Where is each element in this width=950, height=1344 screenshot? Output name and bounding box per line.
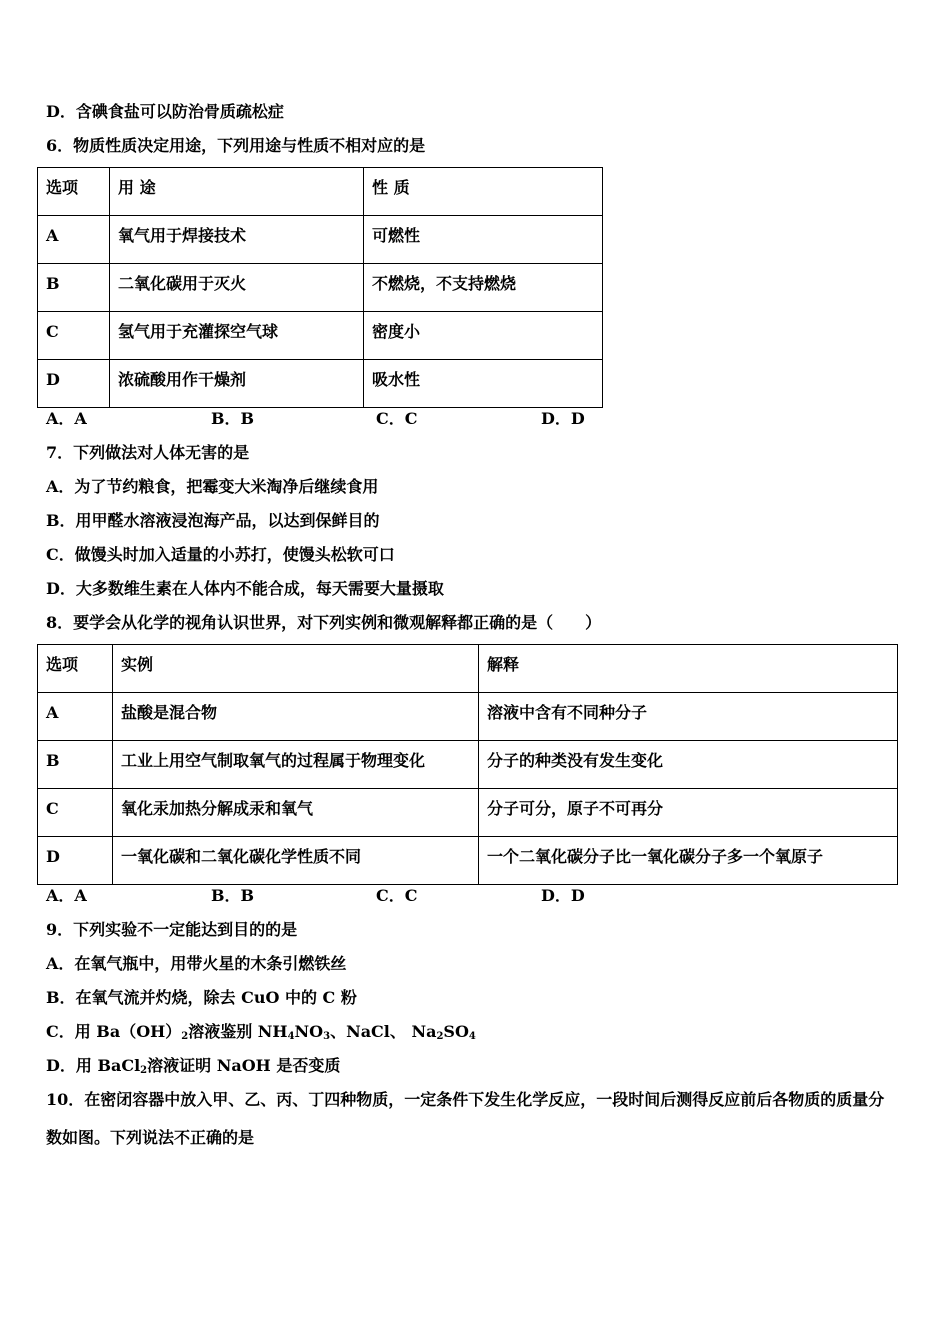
- table-cell: A: [38, 216, 110, 264]
- q8-options: [46, 886, 706, 906]
- q7-stem: 7．下列做法对人体无害的是: [46, 443, 250, 462]
- table-cell: 氧气用于焊接技术: [110, 216, 364, 264]
- q8-stem: 8．要学会从化学的视角认识世界，对下列实例和微观解释都正确的是（ ）: [46, 613, 602, 632]
- table-cell: 二氧化碳用于灭火: [110, 264, 364, 312]
- q7-option-b: B．用甲醛水溶液浸泡海产品，以达到保鲜目的: [46, 511, 380, 530]
- table-cell: 浓硫酸用作干燥剂: [110, 360, 364, 408]
- table-row: [38, 837, 898, 885]
- option-d: D．D: [541, 886, 585, 905]
- table-cell: C: [38, 789, 113, 837]
- option-c: C．C: [376, 886, 418, 905]
- table-header-row: [38, 168, 603, 216]
- table-row: [38, 741, 898, 789]
- table-header-cell: 解释: [479, 645, 898, 693]
- table-cell: 密度小: [364, 312, 603, 360]
- text-run: 、NaCl、 Na: [330, 1022, 437, 1041]
- q9-option-c: [46, 1022, 476, 1047]
- table-cell: 盐酸是混合物: [113, 693, 479, 741]
- table-cell: 溶液中含有不同种分子: [479, 693, 898, 741]
- q7-option-d: D．大多数维生素在人体内不能合成，每天需要大量摄取: [46, 579, 444, 598]
- q8-table: [37, 644, 898, 885]
- table-cell: A: [38, 693, 113, 741]
- q10-stem-line-2: 数如图。下列说法不正确的是: [46, 1128, 255, 1147]
- option-d: D．D: [541, 409, 585, 428]
- q7-option-a: A．为了节约粮食，把霉变大米淘净后继续食用: [46, 477, 379, 496]
- table-cell: 一个二氧化碳分子比一氧化碳分子多一个氧原子: [479, 837, 898, 885]
- table-cell: 氧化汞加热分解成汞和氧气: [113, 789, 479, 837]
- table-cell: D: [38, 360, 110, 408]
- subscript: 4: [468, 1031, 476, 1042]
- subscript: 2: [181, 1031, 189, 1042]
- subscript: 2: [436, 1031, 444, 1042]
- table-cell: 吸水性: [364, 360, 603, 408]
- option-c: C．C: [376, 409, 418, 428]
- q10-stem-line-1: 10．在密闭容器中放入甲、乙、丙、丁四种物质，一定条件下发生化学反应，一段时间后测得反应前后各物质的质量分: [46, 1090, 885, 1109]
- text-run: 溶液鉴别 NH: [188, 1022, 288, 1041]
- table-row: [38, 360, 603, 408]
- table-cell: D: [38, 837, 113, 885]
- table-cell: C: [38, 312, 110, 360]
- q7-option-c: C．做馒头时加入适量的小苏打，使馒头松软可口: [46, 545, 395, 564]
- option-a: A．A: [46, 886, 87, 905]
- table-cell: B: [38, 741, 113, 789]
- table-cell: B: [38, 264, 110, 312]
- table-row: [38, 216, 603, 264]
- option-a: A．A: [46, 409, 87, 428]
- text-run: 溶液证明 NaOH 是否变质: [147, 1056, 341, 1075]
- table-header-row: [38, 645, 898, 693]
- subscript: 2: [140, 1065, 148, 1076]
- table-row: [38, 264, 603, 312]
- option-b: B．B: [211, 409, 255, 428]
- table-cell: 工业上用空气制取氧气的过程属于物理变化: [113, 741, 479, 789]
- option-b: B．B: [211, 886, 255, 905]
- q6-table: [37, 167, 603, 408]
- table-header-cell: 性 质: [364, 168, 603, 216]
- table-cell: 可燃性: [364, 216, 603, 264]
- table-cell: 分子可分，原子不可再分: [479, 789, 898, 837]
- table-row: [38, 693, 898, 741]
- table-cell: 氢气用于充灌探空气球: [110, 312, 364, 360]
- q9-option-b: B．在氧气流并灼烧，除去 CuO 中的 C 粉: [46, 988, 357, 1007]
- table-cell: 分子的种类没有发生变化: [479, 741, 898, 789]
- q5-option-d: D．含碘食盐可以防治骨质疏松症: [46, 102, 284, 121]
- q9-stem: 9．下列实验不一定能达到目的的是: [46, 920, 298, 939]
- table-header-cell: 实例: [113, 645, 479, 693]
- q9-option-a: A．在氧气瓶中，用带火星的木条引燃铁丝: [46, 954, 347, 973]
- text-run: NO: [294, 1022, 324, 1041]
- text-run: C．用 Ba（OH）: [46, 1022, 182, 1041]
- table-header-cell: 选项: [38, 168, 110, 216]
- table-row: [38, 789, 898, 837]
- text-run: SO: [443, 1022, 469, 1041]
- table-row: [38, 312, 603, 360]
- q9-option-d: [46, 1056, 340, 1081]
- table-header-cell: 用 途: [110, 168, 364, 216]
- q6-stem: 6．物质性质决定用途，下列用途与性质不相对应的是: [46, 136, 426, 155]
- subscript: 3: [323, 1031, 331, 1042]
- text-run: D．用 BaCl: [46, 1056, 141, 1075]
- subscript: 4: [287, 1031, 295, 1042]
- table-cell: 不燃烧，不支持燃烧: [364, 264, 603, 312]
- table-cell: 一氧化碳和二氧化碳化学性质不同: [113, 837, 479, 885]
- q6-options: [46, 409, 706, 429]
- table-header-cell: 选项: [38, 645, 113, 693]
